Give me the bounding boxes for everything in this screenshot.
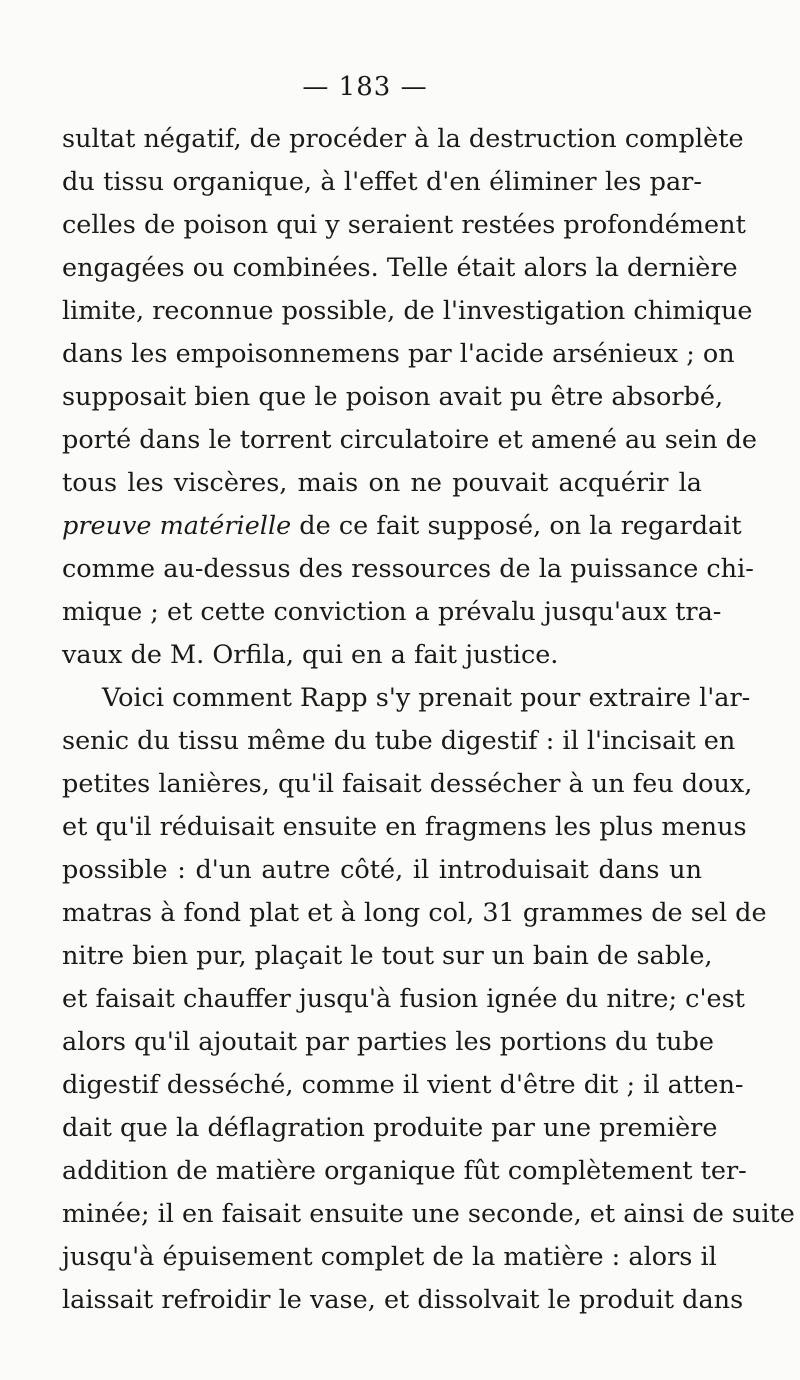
- text-line: laissait refroidir le vase, et dissolvait le produit dans: [62, 1285, 744, 1315]
- text-line: nitre bien pur, plaçait le tout sur un bain de sable,: [62, 941, 713, 971]
- text-line: minée; il en faisait ensuite une seconde, et ainsi de suite: [62, 1199, 795, 1229]
- text-line: supposait bien que le poison avait pu être absorbé,: [62, 382, 724, 412]
- text-line: et faisait chauffer jusqu'à fusion ignée du nitre; c'est: [62, 984, 745, 1014]
- text-line: dans les empoisonnemens par l'acide arsénieux ; on: [62, 339, 735, 369]
- italic-phrase: preuve matérielle: [62, 511, 292, 541]
- text-line: vaux de M. Orfila, qui en a fait justice.: [62, 640, 559, 670]
- text-line: alors qu'il ajoutait par parties les portions du tube: [62, 1027, 714, 1057]
- text-line: senic du tissu même du tube digestif : il l'incisait en: [62, 726, 736, 756]
- text-line: engagées ou combinées. Telle était alors la dernière: [62, 253, 738, 283]
- text-line: jusqu'à épuisement complet de la matière : alors il: [62, 1242, 717, 1272]
- text-line: limite, reconnue possible, de l'investigation chimique: [62, 296, 753, 326]
- text-line: dait que la déflagration produite par une première: [62, 1113, 718, 1143]
- text-line: Voici comment Rapp s'y prenait pour extraire l'ar-: [102, 683, 751, 713]
- text-line: tous les viscères, mais on ne pouvait acquérir la: [62, 468, 702, 498]
- text-line: [62, 505, 742, 548]
- text-line: digestif desséché, comme il vient d'être dit ; il atten-: [62, 1070, 744, 1100]
- text-line: addition de matière organique fût complètement ter-: [62, 1156, 747, 1186]
- text-line: sultat négatif, de procéder à la destruction complète: [62, 124, 744, 154]
- text-line: du tissu organique, à l'effet d'en éliminer les par-: [62, 167, 702, 197]
- page-number: — 183 —: [302, 72, 428, 102]
- text-line-rest: de ce fait supposé, on la regardait: [291, 511, 742, 541]
- text-line: comme au-dessus des ressources de la puissance chi-: [62, 554, 754, 584]
- text-line: matras à fond plat et à long col, 31 grammes de sel de: [62, 898, 767, 928]
- text-line: et qu'il réduisait ensuite en fragmens les plus menus: [62, 812, 747, 842]
- text-line: possible : d'un autre côté, il introduisait dans un: [62, 855, 702, 885]
- text-line: celles de poison qui y seraient restées profondément: [62, 210, 746, 240]
- text-line: petites lanières, qu'il faisait dessécher à un feu doux,: [62, 769, 753, 799]
- text-line: mique ; et cette conviction a prévalu jusqu'aux tra-: [62, 597, 722, 627]
- body-text: [62, 118, 795, 1322]
- text-line: porté dans le torrent circulatoire et amené au sein de: [62, 425, 758, 455]
